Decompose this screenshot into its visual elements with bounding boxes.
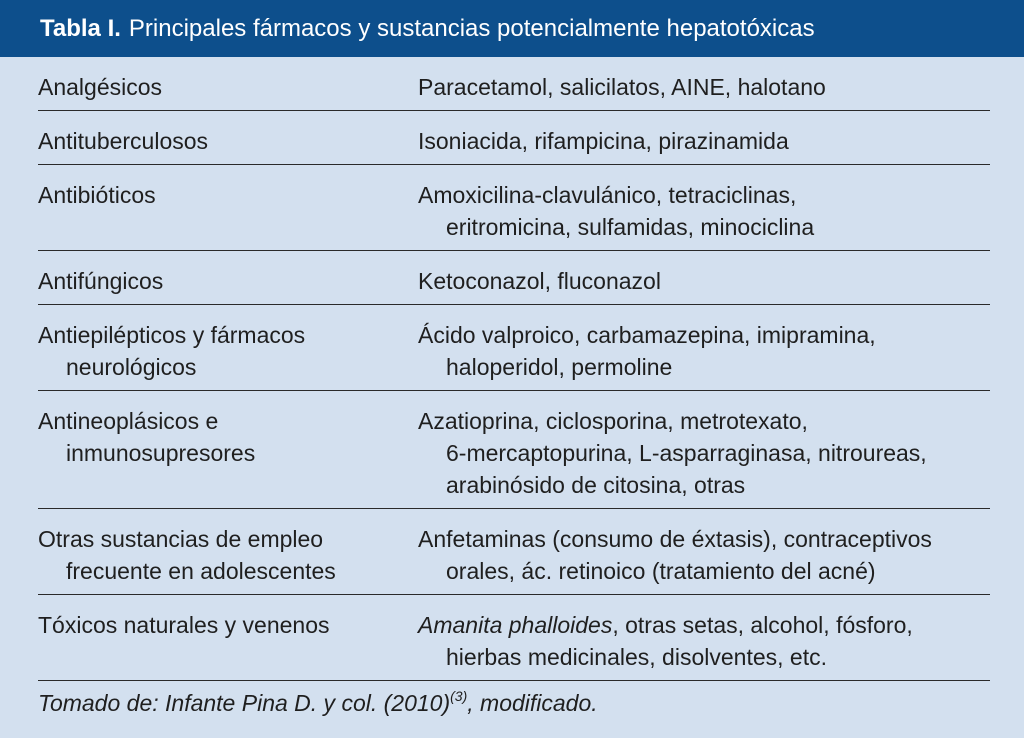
category-cell [38,71,162,103]
drugs-cell [418,179,814,243]
source-footnote [38,690,598,717]
category-text: Otras sustancias de empleo [38,526,324,552]
table-row [38,509,990,595]
drugs-text: Ketoconazol, fluconazol [418,268,661,294]
table-row [38,251,990,305]
drugs-text: arabinósido de citosina, otras [446,472,746,498]
category-text: inmunosupresores [66,440,256,466]
category-cell [38,125,208,157]
category-cell [38,179,156,211]
table-label: Tabla I. [40,14,121,42]
species-name: Amanita phalloides [418,612,613,638]
drugs-text: , otras setas, alcohol, fósforo, [612,612,913,638]
drugs-text: 6-mercaptopurina, L-asparraginasa, nitroureas, [446,440,927,466]
table-row [38,165,990,251]
category-text: Antibióticos [38,182,156,208]
category-text: Tóxicos naturales y venenos [38,612,330,638]
drugs-cell [418,265,661,297]
drugs-text: Azatioprina, ciclosporina, metrotexato, [418,408,808,434]
table-title: Principales fármacos y sustancias potencialmente hepatotóxicas [128,14,815,42]
drugs-text: Amoxicilina-clavulánico, tetraciclinas, [418,182,797,208]
drugs-text: haloperidol, permoline [446,354,673,380]
category-text: Antiepilépticos y fármacos [38,322,306,348]
table-header [0,0,1024,57]
drugs-cell [418,609,913,673]
category-text: frecuente en adolescentes [66,558,336,584]
footnote-reference: (3) [450,688,468,704]
drugs-cell [418,125,789,157]
drugs-text: Isoniacida, rifampicina, pirazinamida [418,128,789,154]
drugs-cell [418,319,876,383]
drugs-text: eritromicina, sulfamidas, minociclina [446,214,815,240]
category-text: Antituberculosos [38,128,209,154]
category-text: neurológicos [66,354,197,380]
table-row [38,305,990,391]
footnote-suffix: , modificado. [467,690,598,716]
table-row [38,595,990,681]
drugs-text: Paracetamol, salicilatos, AINE, halotano [418,74,826,100]
table-row [38,57,990,111]
drugs-text: hierbas medicinales, disolventes, etc. [446,644,827,670]
table-row [38,111,990,165]
category-cell [38,405,255,469]
table-row [38,391,990,509]
drugs-text-line [418,609,913,641]
category-text: Antineoplásicos e [38,408,219,434]
category-text: Analgésicos [38,74,163,100]
drugs-cell [418,71,826,103]
footnote-text: Tomado de: Infante Pina D. y col. (2010) [38,690,451,716]
drugs-text: Anfetaminas (consumo de éxtasis), contraceptivos [418,526,932,552]
category-text: Antifúngicos [38,268,164,294]
category-cell [38,265,163,297]
drug-table [38,57,990,681]
category-cell [38,609,330,641]
drugs-text: Ácido valproico, carbamazepina, imipramina, [418,322,876,348]
drugs-text: orales, ác. retinoico (tratamiento del acné) [446,558,876,584]
drugs-cell [418,405,927,501]
drugs-cell [418,523,932,587]
category-cell [38,523,336,587]
category-cell [38,319,305,383]
